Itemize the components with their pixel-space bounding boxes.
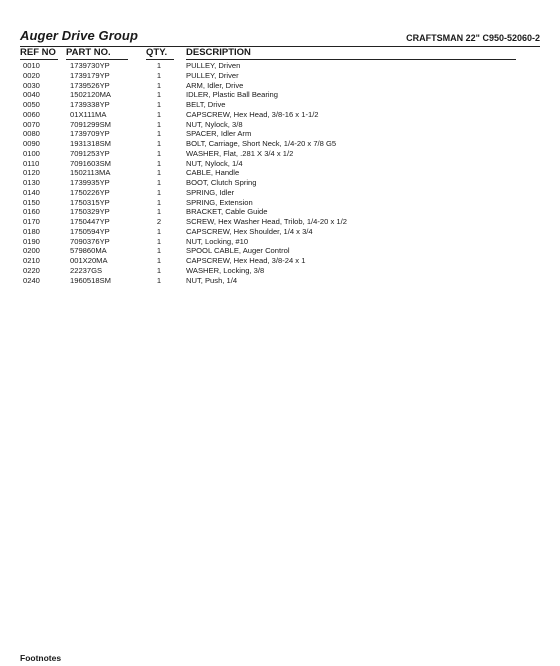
qty-cell: 1: [156, 109, 162, 119]
part-no-cell: 7090376YP: [70, 236, 110, 246]
part-no-cell: 1960518SM: [70, 275, 111, 285]
part-no-cell: 1739935YP: [70, 178, 110, 187]
table-row: [20, 90, 540, 100]
description-cell: BOOT, Clutch Spring: [186, 178, 257, 187]
part-no-cell: 1502120MA: [70, 90, 111, 100]
part-no-cell: 1502113MA: [70, 168, 111, 178]
description-cell: SPOOL CABLE, Auger Control: [186, 246, 290, 256]
part-no-cell: 01X111MA: [70, 109, 107, 119]
description-cell: CABLE, Handle: [186, 168, 240, 178]
ref-no-cell: 0240: [23, 275, 40, 285]
description-cell: SCREW, Hex Washer Head, Trilob, 1/4-20 x 1/2: [186, 217, 347, 226]
ref-no-cell: 0010: [23, 61, 40, 70]
ref-no-cell: 0170: [23, 217, 40, 226]
ref-no-cell: 0020: [23, 70, 40, 80]
table-row: [20, 168, 540, 178]
table-row: [20, 110, 540, 120]
ref-no-cell: 0190: [23, 236, 40, 246]
table-row: [20, 159, 540, 169]
qty-cell: 1: [156, 139, 162, 148]
column-header-qty: QTY.: [146, 47, 168, 58]
group-title: Auger Drive Group: [20, 28, 138, 43]
description-cell: NUT, Nylock, 1/4: [186, 158, 243, 168]
table-row: [20, 81, 540, 91]
description-cell: CAPSCREW, Hex Shoulder, 1/4 x 3/4: [186, 226, 313, 236]
description-cell: WASHER, Locking, 3/8: [186, 265, 265, 275]
ref-no-cell: 0090: [23, 139, 40, 148]
qty-cell: 1: [156, 119, 162, 129]
qty-cell: 1: [156, 80, 162, 90]
ref-no-cell: 0220: [23, 265, 40, 275]
ref-no-cell: 0100: [23, 148, 40, 158]
column-underline-description: [186, 59, 516, 60]
ref-no-cell: 0210: [23, 256, 40, 265]
part-no-cell: 1750315YP: [70, 197, 110, 207]
part-no-cell: 1750447YP: [70, 217, 110, 226]
table-row: [20, 276, 540, 286]
part-no-cell: 1750329YP: [70, 207, 110, 217]
ref-no-cell: 0120: [23, 168, 40, 178]
ref-no-cell: 0160: [23, 207, 40, 217]
ref-no-cell: 0060: [23, 109, 40, 119]
qty-cell: 1: [156, 129, 162, 139]
ref-no-cell: 0050: [23, 100, 40, 109]
description-cell: PULLEY, Driver: [186, 70, 239, 80]
description-cell: IDLER, Plastic Ball Bearing: [186, 90, 279, 100]
description-cell: NUT, Nylock, 3/8: [186, 119, 243, 129]
table-row: [20, 256, 540, 266]
ref-no-cell: 0140: [23, 187, 40, 197]
qty-cell: 1: [156, 207, 162, 217]
qty-cell: 2: [156, 217, 162, 226]
table-row: [20, 207, 540, 217]
qty-cell: 1: [156, 226, 162, 236]
ref-no-cell: 0180: [23, 226, 40, 236]
description-cell: BRACKET, Cable Guide: [186, 207, 268, 217]
column-header-ref-no: REF NO: [20, 47, 56, 58]
table-row: [20, 227, 540, 237]
part-no-cell: 1750226YP: [70, 187, 110, 197]
part-no-cell: 001X20MA: [70, 256, 108, 265]
description-cell: ARM, Idler, Drive: [186, 80, 244, 90]
qty-cell: 1: [156, 158, 162, 168]
part-no-cell: 1739730YP: [70, 61, 110, 70]
qty-cell: 1: [156, 61, 162, 70]
description-cell: PULLEY, Driven: [186, 61, 241, 70]
description-cell: SPRING, Extension: [186, 197, 253, 207]
table-header: [20, 46, 540, 60]
qty-cell: 1: [156, 100, 162, 109]
qty-cell: 1: [156, 256, 162, 265]
ref-no-cell: 0110: [23, 158, 40, 168]
description-cell: BOLT, Carriage, Short Neck, 1/4-20 x 7/8 G5: [186, 139, 337, 148]
table-row: [20, 129, 540, 139]
column-underline-qty: [146, 59, 174, 60]
table-row: [20, 198, 540, 208]
footnotes-label: Footnotes: [20, 653, 62, 663]
ref-no-cell: 0130: [23, 178, 40, 187]
description-cell: NUT, Locking, #10: [186, 236, 249, 246]
ref-no-cell: 0030: [23, 80, 40, 90]
part-no-cell: 22237GS: [70, 265, 103, 275]
model-title: CRAFTSMAN 22" C950-52060-2: [406, 33, 540, 43]
table-row: [20, 61, 540, 71]
table-row: [20, 246, 540, 256]
qty-cell: 1: [156, 246, 162, 256]
column-underline-part-no: [66, 59, 128, 60]
part-no-cell: 1739709YP: [70, 129, 110, 139]
table-row: [20, 237, 540, 247]
table-row: [20, 139, 540, 149]
qty-cell: 1: [156, 275, 162, 285]
qty-cell: 1: [156, 90, 162, 100]
description-cell: WASHER, Flat, .281 X 3/4 x 1/2: [186, 148, 294, 158]
description-cell: CAPSCREW, Hex Head, 3/8-24 x 1: [186, 256, 306, 265]
qty-cell: 1: [156, 197, 162, 207]
qty-cell: 1: [156, 148, 162, 158]
table-row: [20, 266, 540, 276]
qty-cell: 1: [156, 178, 162, 187]
qty-cell: 1: [156, 187, 162, 197]
part-no-cell: 579860MA: [70, 246, 107, 256]
part-no-cell: 7091603SM: [70, 158, 111, 168]
part-no-cell: 7091299SM: [70, 119, 111, 129]
part-no-cell: 1750594YP: [70, 226, 110, 236]
page-header: [20, 28, 540, 46]
qty-cell: 1: [156, 236, 162, 246]
part-no-cell: 1739338YP: [70, 100, 110, 109]
description-cell: SPACER, Idler Arm: [186, 129, 252, 139]
ref-no-cell: 0200: [23, 246, 40, 256]
description-cell: SPRING, Idler: [186, 187, 235, 197]
qty-cell: 1: [156, 168, 162, 178]
column-header-description: DESCRIPTION: [186, 47, 251, 58]
description-cell: CAPSCREW, Hex Head, 3/8-16 x 1-1/2: [186, 109, 319, 119]
ref-no-cell: 0070: [23, 119, 40, 129]
table-row: [20, 188, 540, 198]
part-no-cell: 1739526YP: [70, 80, 110, 90]
table-row: [20, 120, 540, 130]
parts-table-body: [20, 61, 540, 285]
column-header-part-no: PART NO.: [66, 47, 111, 58]
part-no-cell: 1931318SM: [70, 139, 111, 148]
table-row: [20, 178, 540, 188]
part-no-cell: 7091253YP: [70, 148, 110, 158]
ref-no-cell: 0040: [23, 90, 40, 100]
part-no-cell: 1739179YP: [70, 70, 110, 80]
column-underline-ref-no: [20, 59, 58, 60]
description-cell: BELT, Drive: [186, 100, 226, 109]
description-cell: NUT, Push, 1/4: [186, 275, 238, 285]
ref-no-cell: 0150: [23, 197, 40, 207]
table-row: [20, 100, 540, 110]
qty-cell: 1: [156, 265, 162, 275]
ref-no-cell: 0080: [23, 129, 40, 139]
qty-cell: 1: [156, 70, 162, 80]
table-row: [20, 71, 540, 81]
table-row: [20, 149, 540, 159]
table-row: [20, 217, 540, 227]
